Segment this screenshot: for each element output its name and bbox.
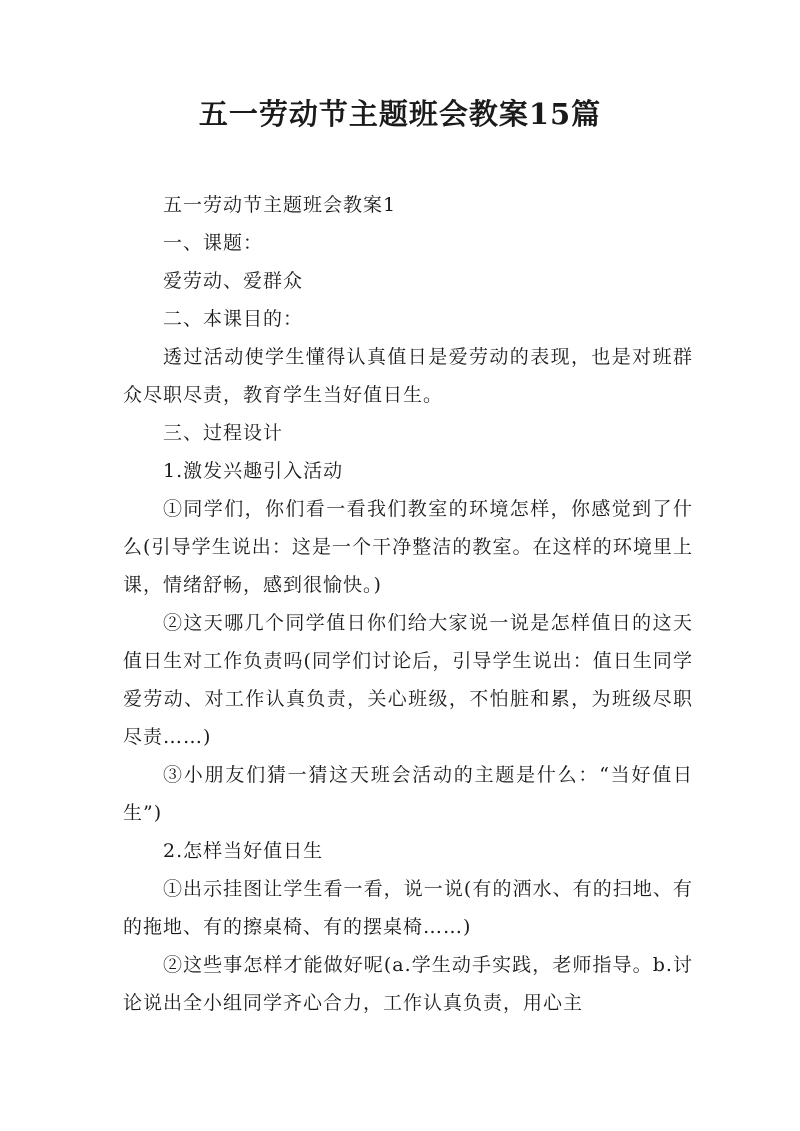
paragraph: 2.怎样当好值日生	[163, 840, 324, 862]
paragraph: 爱劳动、爱群众	[163, 270, 304, 292]
section-heading: 五一劳动节主题班会教案1	[163, 194, 397, 216]
paragraph: ③小朋友们猜一猜这天班会活动的主题是什么：“当好值日生”)	[123, 764, 693, 824]
paragraph: 1.激发兴趣引入活动	[163, 460, 344, 482]
paragraph: ①出示挂图让学生看一看，说一说(有的洒水、有的扫地、有的拖地、有的擦桌椅、有的摆桌椅……)	[123, 878, 693, 938]
document-body	[123, 186, 693, 1022]
paragraph: 透过活动使学生懂得认真值日是爱劳动的表现，也是对班群众尽职尽责，教育学生当好值日生。	[123, 346, 693, 406]
document-title: 五一劳动节主题班会教案15篇	[198, 97, 602, 131]
paragraph: ②这些事怎样才能做好呢(a.学生动手实践，老师指导。b.讨论说出全小组同学齐心合力，工作认真负责，用心主	[123, 954, 693, 1014]
paragraph: 三、过程设计	[163, 422, 284, 444]
paragraph: 一、课题：	[163, 232, 264, 254]
paragraph: 二、本课目的：	[163, 308, 304, 330]
paragraph: ②这天哪几个同学值日你们给大家说一说是怎样值日的这天值日生对工作负责吗(同学们讨论后，引导学生说出：值日生同学爱劳动、对工作认真负责，关心班级，不怕脏和累，为班级尽职尽责……)	[123, 612, 693, 748]
paragraph: ①同学们，你们看一看我们教室的环境怎样，你感觉到了什么(引导学生说出：这是一个干净整洁的教室。在这样的环境里上课，情绪舒畅，感到很愉快。)	[123, 498, 693, 596]
